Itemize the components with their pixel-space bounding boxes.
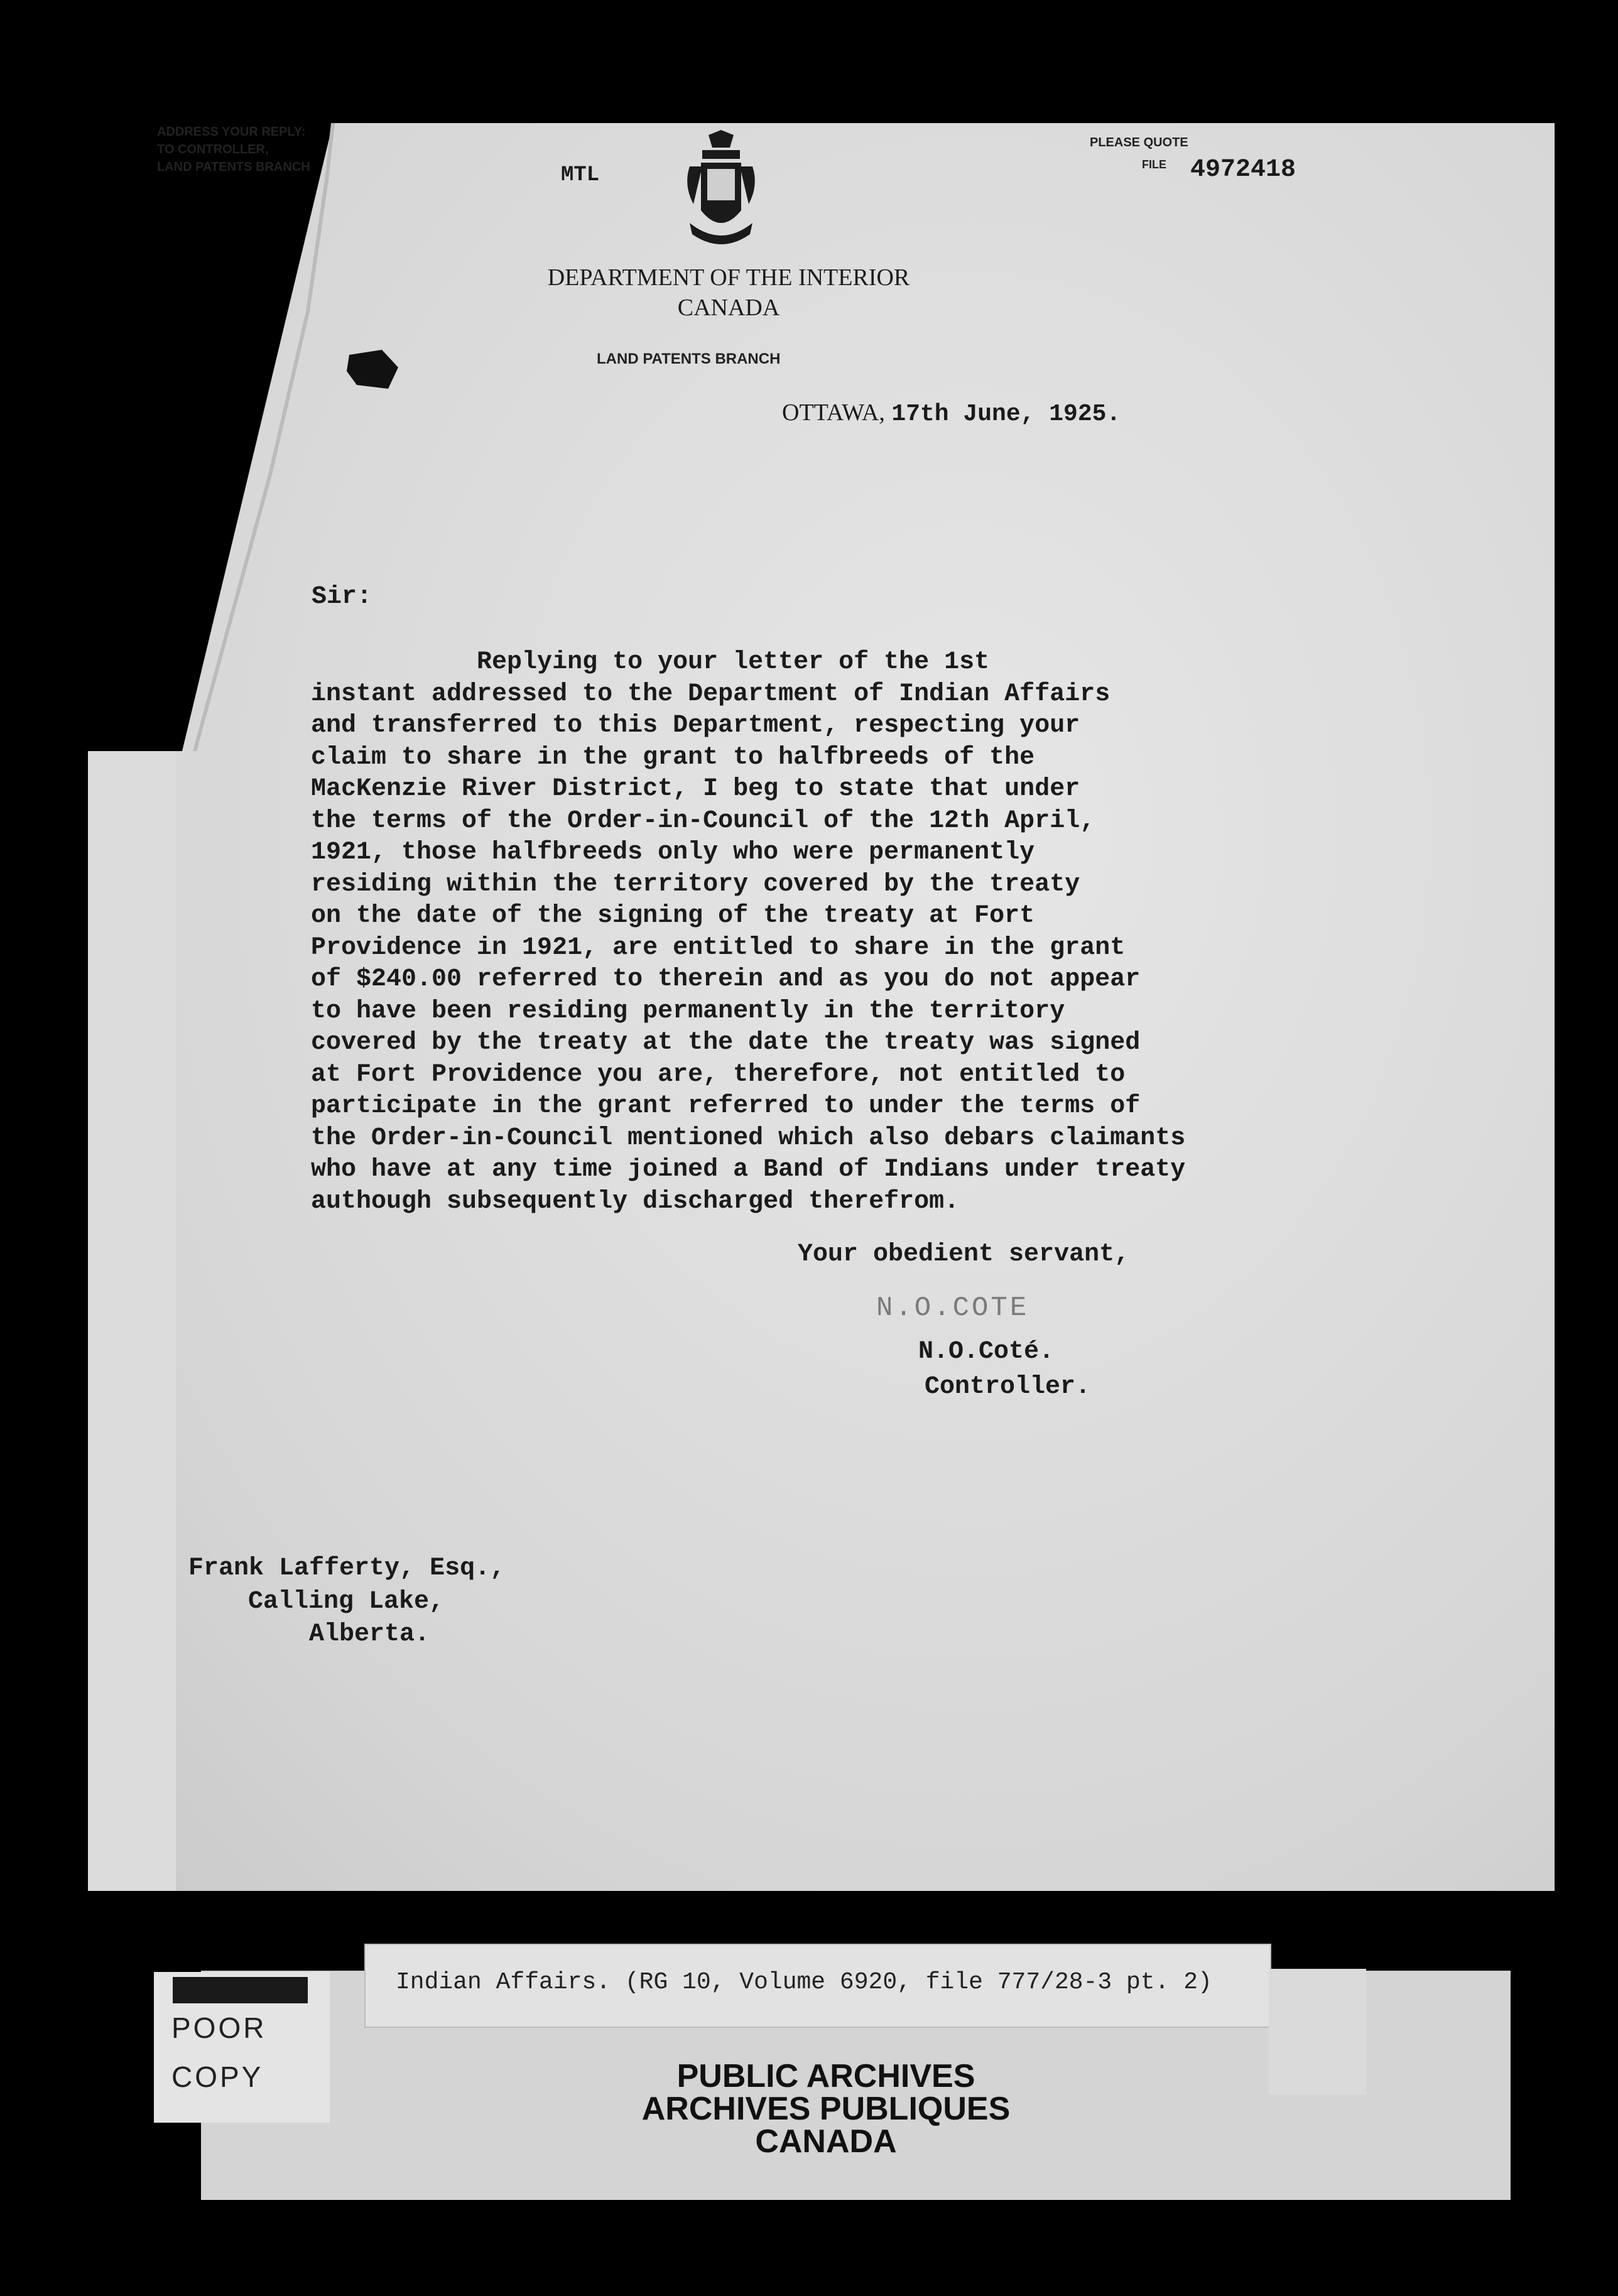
body-line: participate in the grant referred to under the terms of <box>311 1092 1141 1120</box>
file-label: FILE <box>1142 158 1166 171</box>
department-country: CANADA <box>677 295 780 321</box>
recipient-province: Alberta. <box>309 1620 430 1649</box>
torn-wedge <box>82 123 345 751</box>
reply-instructions <box>157 123 320 176</box>
body-line: to have been residing permanently in the territory <box>311 997 1065 1026</box>
stamp-line: CANADA <box>755 2123 897 2160</box>
quote-label: PLEASE QUOTE <box>1090 136 1188 149</box>
closing: Your obedient servant, <box>798 1240 1130 1269</box>
stamp-line: PUBLIC ARCHIVES <box>676 2058 975 2094</box>
body-line: covered by the treaty at the date the treaty was signed <box>311 1029 1141 1057</box>
body-line: MacKenzie River District, I beg to state that under <box>311 775 1080 803</box>
archive-reference: Indian Affairs. (RG 10, Volume 6920, file 777/28-3 pt. 2) <box>396 1969 1212 1996</box>
department-name: DEPARTMENT OF THE INTERIOR <box>547 264 910 291</box>
reply-line: TO CONTROLLER, <box>157 143 269 156</box>
date-value: 17th June, 1925. <box>891 401 1121 428</box>
dateline <box>782 399 1121 428</box>
body-line: 1921, those halfbreeds only who were permanently <box>311 838 1035 867</box>
body-line: who have at any time joined a Band of Indians under treaty <box>311 1156 1186 1184</box>
body-line: instant addressed to the Department of Indian Affairs <box>311 680 1110 708</box>
department-heading <box>496 263 961 323</box>
body-line: at Fort Providence you are, therefore, not entitled to <box>311 1060 1126 1089</box>
ink-blot <box>344 349 401 393</box>
signer-title: Controller. <box>925 1373 1091 1401</box>
body-line: residing within the territory covered by the treaty <box>311 870 1080 899</box>
reply-line: ADDRESS YOUR REPLY: <box>157 125 306 139</box>
archive-stamp <box>440 2060 1212 2158</box>
body-line: authough subsequently discharged therefrom. <box>311 1187 960 1216</box>
body-line: claim to share in the grant to halfbreeds of the <box>311 743 1035 772</box>
note-line: POOR <box>171 2012 267 2044</box>
salutation: Sir: <box>312 583 372 611</box>
recipient-name: Frank Lafferty, Esq., <box>188 1554 506 1583</box>
branch-heading: LAND PATENTS BRANCH <box>597 350 781 367</box>
signature-stamp: N.O.COTE <box>876 1292 1029 1324</box>
signer-name: N.O.Coté. <box>918 1338 1055 1366</box>
note-line: COPY <box>171 2060 264 2093</box>
body-line: the Order-in-Council mentioned which also debars claimants <box>311 1124 1186 1152</box>
coat-of-arms-icon <box>677 129 765 254</box>
mtl-mark: MTL <box>561 163 600 187</box>
poor-copy-note <box>154 1972 330 2123</box>
body-line: on the date of the signing of the treaty at Fort <box>311 902 1035 930</box>
reply-line: LAND PATENTS BRANCH <box>157 160 310 174</box>
letter-body <box>311 647 1379 1218</box>
body-line: Replying to your letter of the 1st <box>311 648 990 676</box>
archive-tab <box>1269 1969 1366 2094</box>
stamp-line: ARCHIVES PUBLIQUES <box>641 2091 1011 2127</box>
body-line: and transferred to this Department, respecting your <box>311 712 1080 740</box>
recipient-place: Calling Lake, <box>248 1588 445 1616</box>
body-line: of $240.00 referred to therein and as you do not appear <box>311 965 1141 994</box>
file-number: 4972418 <box>1190 156 1296 184</box>
redaction-bar <box>173 1977 308 2003</box>
body-line: Providence in 1921, are entitled to share in the grant <box>311 933 1126 962</box>
date-city: OTTAWA, <box>782 399 885 426</box>
body-line: the terms of the Order-in-Council of the 12th April, <box>311 806 1095 835</box>
